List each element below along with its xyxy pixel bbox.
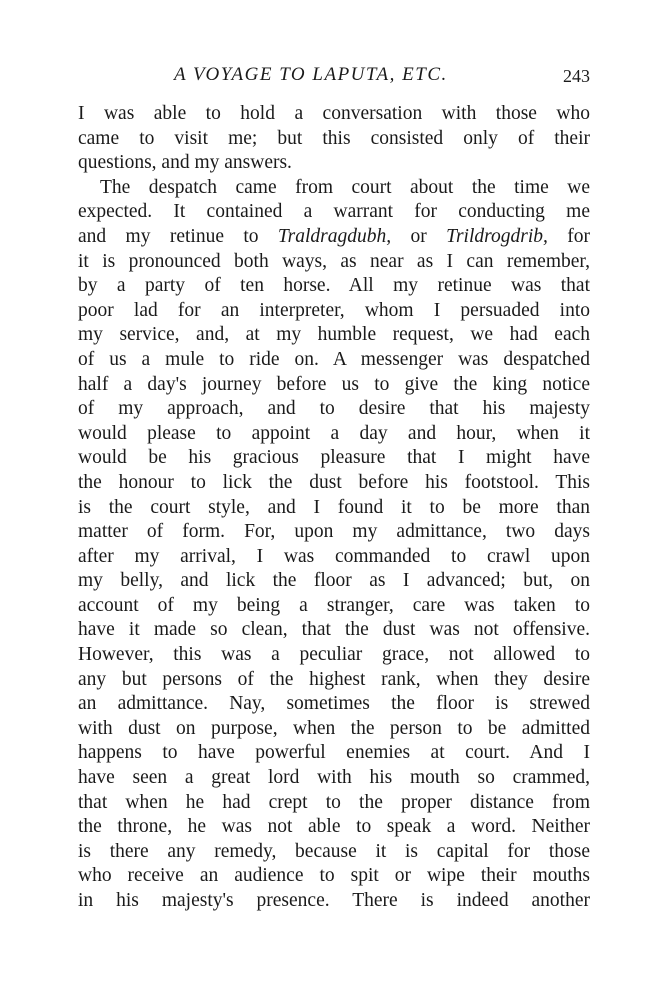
text-line: an admittance. Nay, sometimes the floor is strewed [78,693,590,715]
text-line: would please to appoint a day and hour, when it [78,422,590,444]
page-number: 243 [563,66,590,86]
running-head [78,64,590,92]
text-line-with-place-names [78,225,590,250]
text-line: the honour to lick the dust before his footstool. This [78,471,590,493]
text-line: my belly, and lick the floor as I advanced; but, on [78,570,590,592]
text-line: expected. It contained a warrant for conducting me [78,201,590,223]
text-line: happens to have powerful enemies at court. And I [78,742,590,764]
text-line: would be his gracious pleasure that I might have [78,447,590,469]
text-line: who receive an audience to spit or wipe their mouths [78,865,590,887]
text-line: after my arrival, I was commanded to crawl upon [78,545,590,567]
text-line: of my approach, and to desire that his majesty [78,398,590,420]
text-line: any but persons of the highest rank, when they desire [78,668,590,690]
text-line: is the court style, and I found it to be more than [78,496,590,518]
text-line: However, this was a peculiar grace, not allowed to [78,644,590,666]
text-line: questions, and my answers. [78,152,292,174]
place-name-traldragdubh: Traldragdubh, [277,225,392,247]
text-line: account of my being a stranger, care was taken to [78,594,590,616]
text-line: poor lad for an interpreter, whom I persuaded into [78,299,590,321]
text-line: is there any remedy, because it is capital for those [78,840,590,862]
text-line: have seen a great lord with his mouth so crammed, [78,767,590,789]
text-line: I was able to hold a conversation with those who [78,103,590,124]
text-fragment: for [547,225,590,247]
text-line: of us a mule to ride on. A messenger was despatched [78,348,590,370]
text-line: have it made so clean, that the dust was not offensive. [78,619,590,641]
text-line: matter of form. For, upon my admittance, two days [78,521,590,543]
text-line: half a day's journey before us to give the king notice [78,373,590,395]
text-line: the throne, he was not able to speak a word. Neither [78,816,590,838]
text-line: The despatch came from court about the time we [100,176,590,198]
text-line: came to visit me; but this consisted only of their [78,127,590,149]
text-fragment: or [391,225,447,247]
text-line: with dust on purpose, when the person to be admitted [78,717,590,739]
text-line: my service, and, at my humble request, we had each [78,324,590,346]
place-name-trildrogdrib: Trildrogdrib, [446,225,548,247]
text-line: it is pronounced both ways, as near as I can remember, [78,250,590,272]
text-line: in his majesty's presence. There is indeed another [78,890,590,911]
text-line: by a party of ten horse. All my retinue was that [78,275,590,297]
body-text [78,102,590,914]
running-title: A VOYAGE TO LAPUTA, ETC. [174,64,448,85]
text-fragment: and my retinue to [78,225,278,247]
text-line: that when he had crept to the proper distance from [78,791,590,813]
